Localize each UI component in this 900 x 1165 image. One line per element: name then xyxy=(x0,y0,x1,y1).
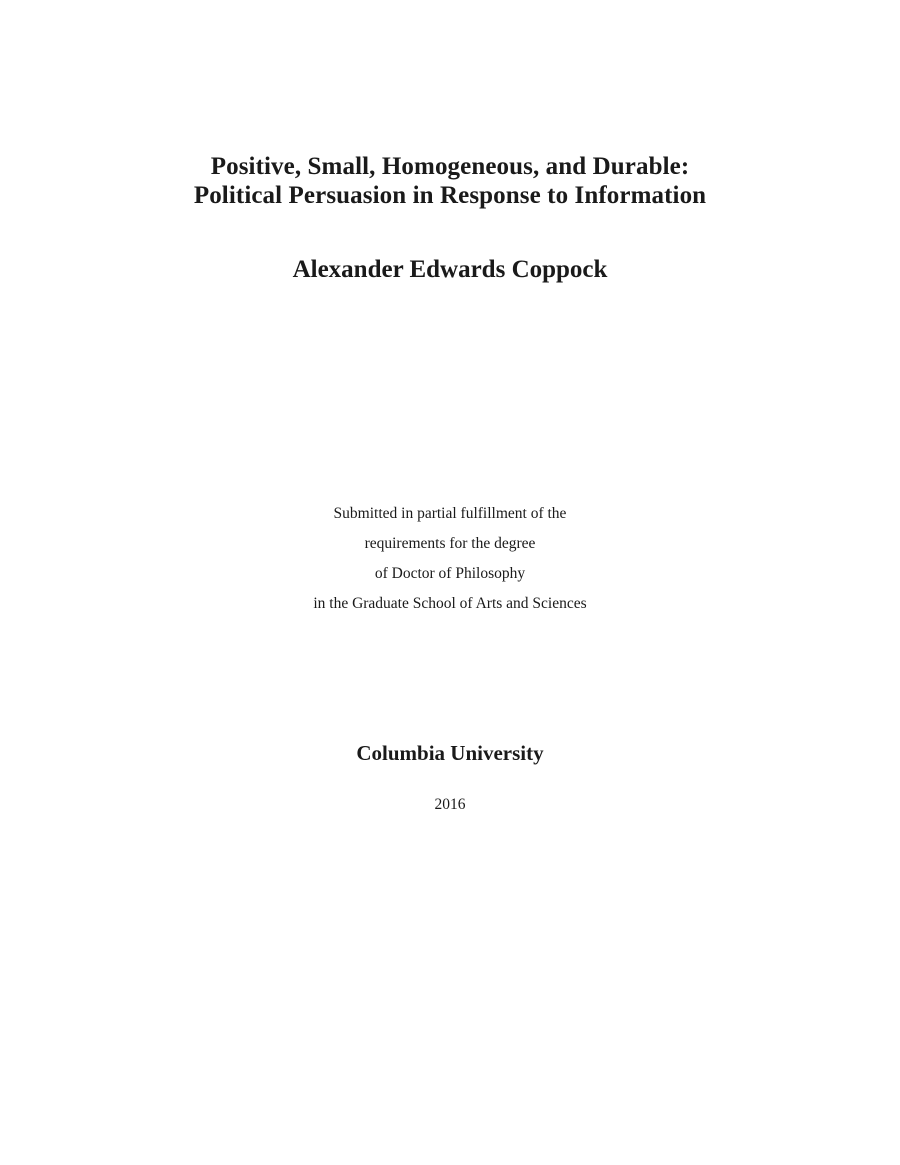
thesis-title xyxy=(0,152,900,210)
degree-statement-line-3: of Doctor of Philosophy xyxy=(374,565,526,582)
degree-statement-line-1: Submitted in partial fulfillment of the xyxy=(333,505,567,522)
institution-name: Columbia University xyxy=(356,741,544,765)
degree-statement xyxy=(0,499,900,619)
thesis-title-line-2: Political Persuasion in Response to Information xyxy=(193,182,707,209)
submission-year: 2016 xyxy=(434,796,466,813)
degree-statement-line-2: requirements for the degree xyxy=(364,535,536,552)
thesis-title-line-1: Positive, Small, Homogeneous, and Durable: xyxy=(210,153,690,180)
degree-statement-line-4: in the Graduate School of Arts and Sciences xyxy=(313,595,587,612)
author-name: Alexander Edwards Coppock xyxy=(292,256,608,283)
